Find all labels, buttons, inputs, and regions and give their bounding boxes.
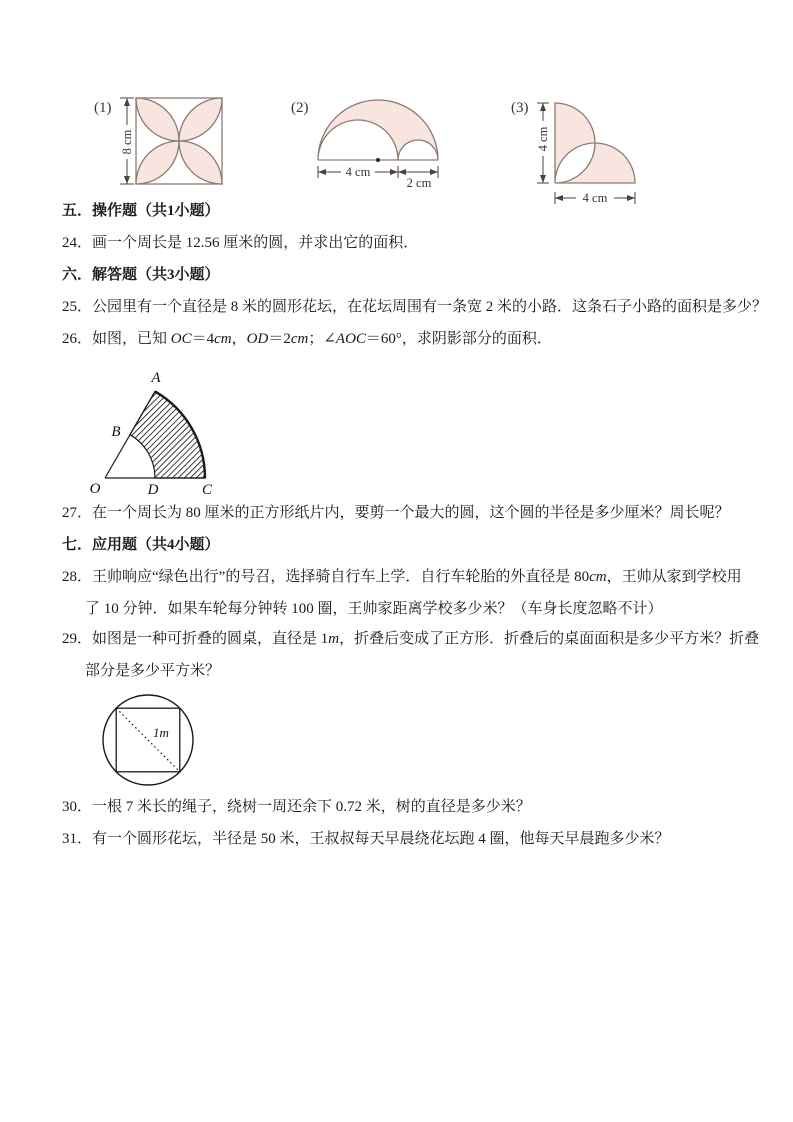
question-26: 26．如图，已知 OC＝4cm，OD＝2cm；∠AOC＝60°，求阴影部分的面积． xyxy=(62,331,552,347)
question-29-line2: 部分是多少平方米？ xyxy=(85,663,221,679)
figure-2-dimension xyxy=(318,165,438,190)
figure-1-petals xyxy=(136,98,222,184)
figure-2-center-dot xyxy=(376,158,380,162)
question-28-line2: 了 10 分钟．如果车轮每分钟转 100 圈，王帅家距离学校多少米？（车身长度忽略不计） xyxy=(85,601,663,617)
question-28-line1: 28．王帅响应“绿色出行”的号召，选择骑自行车上学．自行车轮胎的外直径是 80cm，王帅从家到学校用 xyxy=(62,569,742,585)
figure-29-round-table xyxy=(85,688,211,793)
section-6-header: 六．解答题（共3小题） xyxy=(62,267,220,283)
question-30: 30．一根 7 米长的绳子，绕树一周还余下 0.72 米，树的直径是多少米？ xyxy=(62,799,531,815)
figure-3-dim-side-text: 4 cm xyxy=(536,126,550,152)
figure-26-point-c: C xyxy=(201,482,213,498)
figure-1-flower xyxy=(90,88,240,198)
figure-2-dim-right-text: 2 cm xyxy=(406,176,432,190)
figure-3-shaded-regions xyxy=(555,103,635,183)
section-7-header: 七．应用题（共4小题） xyxy=(62,537,220,553)
figure-3-dimension-side xyxy=(536,103,550,183)
figure-26-shaded-region xyxy=(130,391,205,478)
figure-2-label: (2) xyxy=(291,100,309,116)
figure-2-semicircles xyxy=(275,88,470,200)
figure-3-quarter-petals xyxy=(505,88,655,213)
figure-2-dim-left-text: 4 cm xyxy=(345,165,371,179)
figure-2-shaded-region xyxy=(318,100,438,160)
figure-1-dimension xyxy=(120,98,134,184)
figure-3-dimension-bottom xyxy=(555,191,635,205)
figure-29-square xyxy=(116,708,180,772)
question-31: 31．有一个圆形花坛，半径是 50 米，王叔叔每天早晨绕花坛跑 4 圈，他每天早晨跑多少米？ xyxy=(62,831,670,847)
question-25: 25．公园里有一个直径是 8 米的圆形花坛，在花坛周围有一条宽 2 米的小路．这条石子小路的面积是多少？ xyxy=(62,299,768,315)
figure-26-point-b: B xyxy=(111,424,121,440)
figure-1-dim-text: 8 cm xyxy=(120,129,134,155)
figure-3-label: (3) xyxy=(511,100,529,116)
figure-26-point-d: D xyxy=(147,482,159,498)
figure-26-point-o: O xyxy=(89,481,101,497)
figure-3-dim-bottom-text: 4 cm xyxy=(582,191,608,205)
question-24: 24．画一个周长是 12.56 厘米的圆，并求出它的面积． xyxy=(62,235,419,251)
section-5-header: 五．操作题（共1小题） xyxy=(62,203,220,219)
figure-26-point-a: A xyxy=(151,370,161,386)
question-29-line1: 29．如图是一种可折叠的圆桌，直径是 1m，折叠后变成了正方形．折叠后的桌面面积是多少平方米？折叠 xyxy=(62,631,760,647)
figure-29-diameter-label: 1m xyxy=(153,725,169,740)
figure-26-sector xyxy=(78,352,263,497)
figure-1-label: (1) xyxy=(94,100,112,116)
question-27: 27．在一个周长为 80 厘米的正方形纸片内，要剪一个最大的圆，这个圆的半径是多少厘米？周长呢？ xyxy=(62,505,730,521)
figure-29-diagonal xyxy=(116,708,180,772)
